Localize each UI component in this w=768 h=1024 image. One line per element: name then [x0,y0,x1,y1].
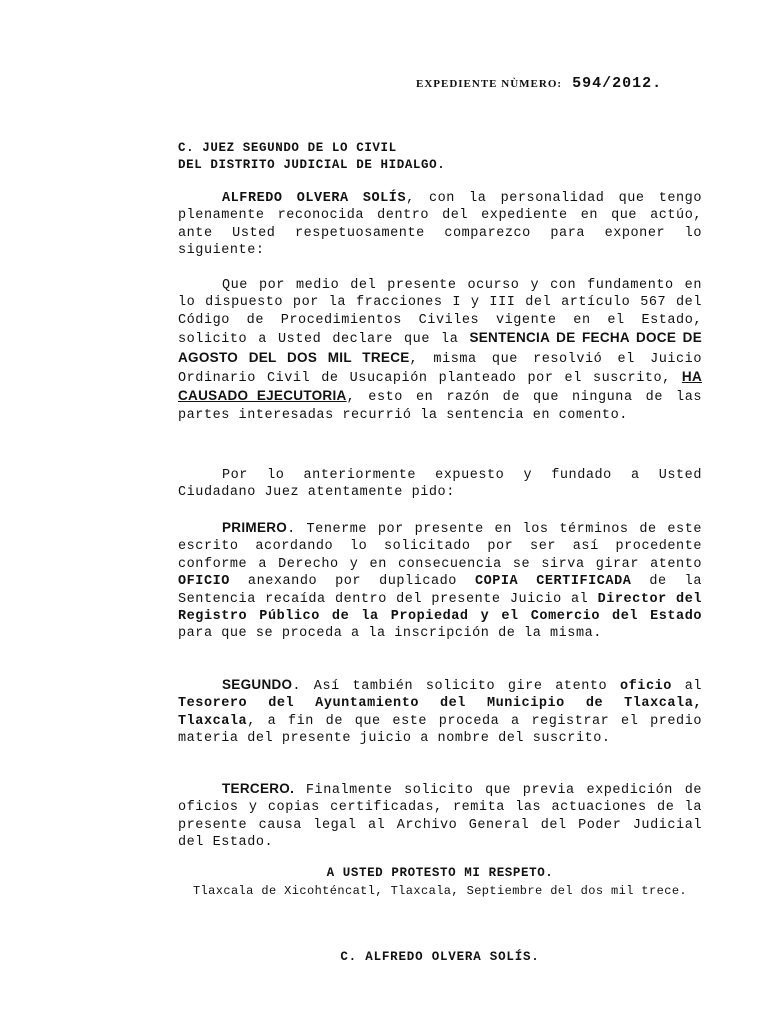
director-registro-bold: Director del Registro Público de la Propiedad y el Comercio del Estado [178,591,702,625]
primero-label: PRIMERO [222,520,288,535]
segundo-text-b: al [671,679,702,694]
petition-intro-paragraph [178,467,702,502]
segundo-paragraph [178,676,702,748]
sentence-date-bold: SENTENCIA DE FECHA DOCE DE AGOSTO DEL DOS MIL TRECE [178,330,703,365]
oficio-bold: OFICIO [178,574,230,590]
petition-intro-text: Por lo anteriormente expuesto y fundado a Usted Ciudadano Juez atentamente pido: [178,468,702,501]
segundo-label: SEGUNDO [222,677,293,692]
request-text-a: Que por medio del presente ocurso y con fundamento en lo dispuesto por la fracciones I y III del artículo 567 del Código de Procedimientos Civiles vigente en el Estado, solicito a Usted declare que la [178,278,702,348]
primero-text-c: de la Sentencia recaída dentro del presente Juicio al [178,574,702,607]
tercero-text: Finalmente solicito que previa expedición de oficios y copias certificadas, remita las actuaciones de la presente causa legal al Archivo General del Poder Judicial del Estado. [178,783,702,851]
segundo-text-c: , a fin de que este proceda a registrar el predio materia del presente juicio a nombre del suscrito. [178,713,702,747]
primero-text-a: . Tenerme por presente en los términos de este escrito acordando lo solicitado por ser así procedente conforme a Derecho y en consecuencia se sirva girar atento [178,522,702,572]
copia-certificada-bold: COPIA CERTIFICADA [474,574,632,590]
protesto-line: A USTED PROTESTO MI RESPETO. [326,866,554,880]
primero-paragraph [178,519,702,643]
primero-text-b: anexando por duplicado [229,574,475,590]
file-number-label: EXPEDIENTE NÙMERO: [416,78,563,90]
signature-name: C. ALFREDO OLVERA SOLÍS. [340,950,540,964]
petitioner-name: ALFREDO OLVERA SOLÍS [222,191,407,206]
tercero-label: TERCERO. [222,781,295,796]
place-date-line: Tlaxcala de Xicohténcatl, Tlaxcala, Septiembre del dos mil trece. [192,884,688,898]
request-text-c: , esto en razón de que ninguna de las partes interesadas recurrió la sentencia en comento. [178,390,702,423]
primero-text-d: para que se proceda a la inscripción de la misma. [178,626,602,642]
ejecutoria-bold: HA CAUSADO EJECUTORIA [178,369,702,404]
intro-paragraph [178,190,702,260]
addressee-block [178,140,445,174]
request-paragraph [178,277,702,424]
oficio-bold-2: oficio [619,679,672,694]
addressee-line-2: DEL DISTRITO JUDICIAL DE HIDALGO. [178,158,446,172]
segundo-text-a: . Así también solicito gire atento [292,679,620,694]
tercero-paragraph [178,780,702,852]
intro-text: , con la personalidad que tengo plenamente reconocida dentro del expediente en que actúo, ante Usted respetuosamente comparezco para exponer lo siguiente: [178,191,702,259]
request-text-b: , misma que resolvió el Juicio Ordinario Civil de Usucapión planteado por el suscrito, [178,351,702,387]
file-number-value: 594/2012. [572,75,663,92]
addressee-line-1: C. JUEZ SEGUNDO DE LO CIVIL [178,141,397,155]
file-number-header [416,74,662,92]
tesorero-bold: Tesorero del Ayuntamiento del Municipio de Tlaxcala, Tlaxcala [178,696,702,729]
